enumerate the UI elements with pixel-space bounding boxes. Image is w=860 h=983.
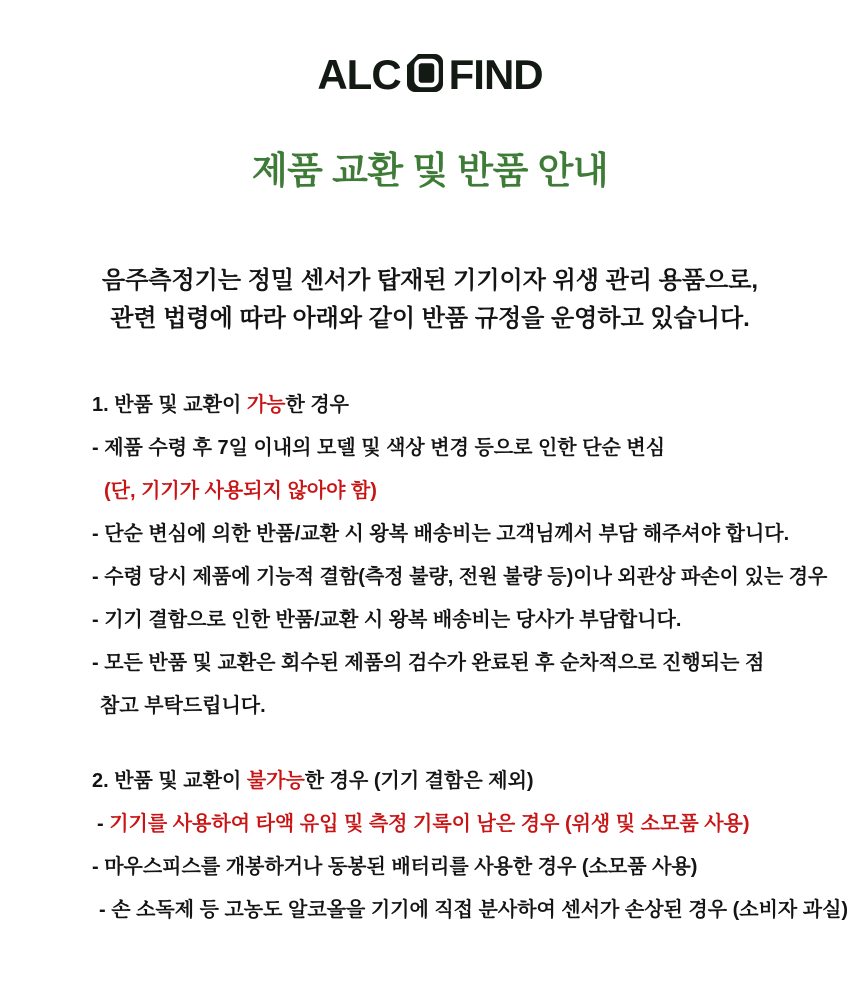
policy-content [0, 384, 860, 932]
policy-item [92, 427, 810, 470]
logo-text-alc: ALC [317, 51, 401, 98]
logo-text-find: FIND [448, 51, 543, 98]
policy-item-text: - 마우스피스를 개봉하거나 동봉된 배터리를 사용한 경우 (소모품 사용) [92, 856, 698, 878]
policy-item [92, 599, 810, 642]
section-returnable [92, 384, 828, 728]
policy-item [92, 889, 849, 932]
heading-highlight: 불가능 [246, 770, 305, 792]
section-1-heading [92, 384, 810, 427]
policy-item-text: - 손 소독제 등 고농도 알코올을 기기에 직접 분사하여 센서가 손상된 경우 (소비자 과실) [99, 899, 849, 921]
heading-text: 한 경우 [285, 394, 349, 416]
policy-item-text: 기기를 사용하여 타액 유입 및 측정 기록이 남은 경우 (위생 및 소모품 사용) [109, 813, 750, 835]
policy-item-text: - 모든 반품 및 교환은 회수된 제품의 검수가 완료된 후 순차적으로 진행되는 점 [92, 652, 765, 674]
policy-item-note [92, 470, 810, 513]
policy-item-text: - 수령 당시 제품에 기능적 결함(측정 불량, 전원 불량 등)이나 외관상 파손이 있는 경우 [92, 566, 828, 588]
alcofind-o-icon [407, 54, 443, 97]
intro-line-1: 음주측정기는 정밀 센서가 탑재된 기기이자 위생 관리 용품으로, [101, 267, 759, 294]
intro-paragraph [0, 262, 860, 338]
heading-text: 2. 반품 및 교환이 [92, 770, 247, 792]
policy-item [92, 513, 810, 556]
policy-item-text: 참고 부탁드립니다. [100, 695, 266, 717]
policy-item [92, 556, 828, 599]
heading-highlight: 가능 [246, 394, 286, 416]
heading-text: 1. 반품 및 교환이 [92, 394, 247, 416]
policy-item-text: - 제품 수령 후 7일 이내의 모델 및 색상 변경 등으로 인한 단순 변심 [92, 437, 666, 459]
policy-item-text: (단, 기기가 사용되지 않아야 함) [104, 480, 377, 502]
policy-item-continuation [92, 685, 810, 728]
policy-item [92, 803, 810, 846]
policy-item-dash: - [97, 813, 110, 835]
policy-item-text: - 단순 변심에 의한 반품/교환 시 왕복 배송비는 고객님께서 부담 해주셔야 합니다. [92, 523, 790, 545]
brand-logo [0, 0, 860, 98]
section-non-returnable [92, 760, 849, 932]
page-title: 제품 교환 및 반품 안내 [251, 150, 609, 191]
intro-line-2: 관련 법령에 따라 아래와 같이 반품 규정을 운영하고 있습니다. [110, 305, 750, 332]
policy-item [92, 642, 810, 685]
section-2-heading [92, 760, 810, 803]
policy-item-text: - 기기 결함으로 인한 반품/교환 시 왕복 배송비는 당사가 부담합니다. [92, 609, 682, 631]
policy-item [92, 846, 810, 889]
heading-text: 한 경우 (기기 결함은 제외) [304, 770, 534, 792]
